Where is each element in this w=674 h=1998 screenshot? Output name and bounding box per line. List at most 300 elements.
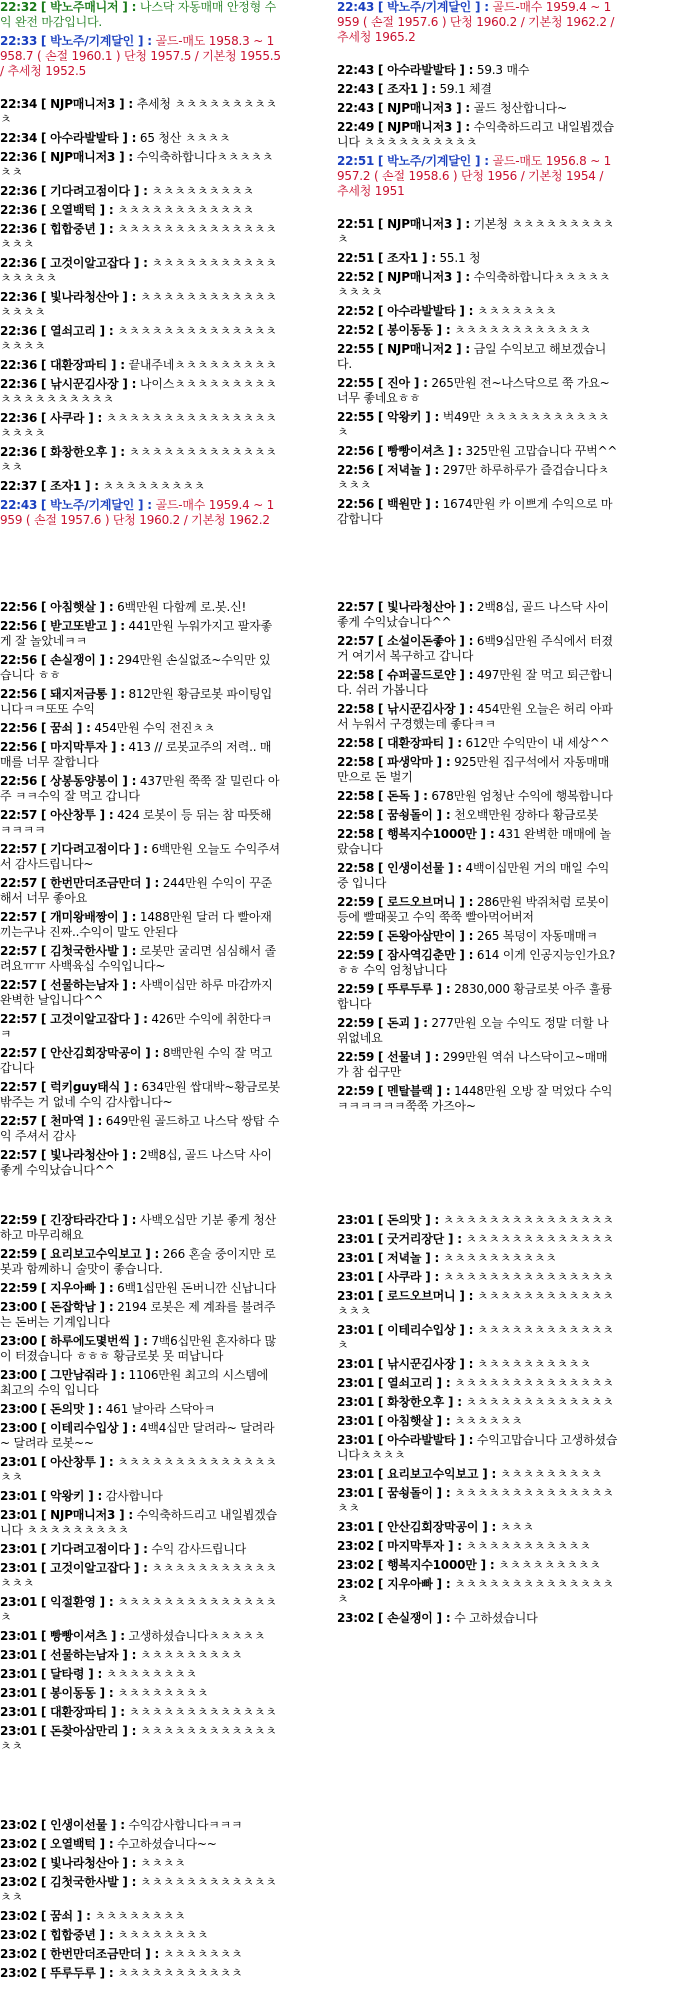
- message-text: ㅊㅊㅊㅊㅊㅊㅊㅊㅊㅊㅊㅊㅊㅊ: [0, 1724, 277, 1753]
- message-text: 1106만원 최고의 시스템에 최고의 수익 입니다: [0, 1368, 269, 1397]
- message-author: [ 고것이알고잡다 ] :: [40, 256, 148, 270]
- message-time: 23:01: [0, 1561, 38, 1575]
- message-text: ㅊㅊㅊㅊㅊㅊㅊㅊㅊㅊㅊㅊㅊ: [128, 1705, 277, 1719]
- message-author: [ 굿거리장단 ] :: [377, 1232, 462, 1246]
- chat-message: [0, 1455, 281, 1485]
- message-text: 286만원 박쥐처럼 로봇이 등에 빨때꽂고 수익 쭉쭉 빨아먹어버저: [337, 895, 609, 924]
- message-text: ㅊㅊㅊ: [499, 1520, 534, 1534]
- message-time: 23:02: [0, 1928, 38, 1942]
- chat-message: [337, 755, 618, 785]
- message-text: ㅊㅊㅊㅊㅊㅊㅊㅊㅊ: [151, 184, 254, 198]
- chat-message: [0, 1148, 281, 1178]
- chat-message: [337, 1539, 618, 1554]
- message-text: 265 복덩이 자동매매ㅋ: [476, 929, 598, 943]
- message-author: [ 빛나라청산아 ] :: [377, 600, 474, 614]
- message-text: ㅊㅊㅊㅊ: [139, 1856, 186, 1870]
- message-time: 22:57: [337, 634, 375, 648]
- message-text: 수익 감사드립니다: [151, 1542, 247, 1556]
- chat-message: [0, 97, 281, 127]
- message-author: [ 럭키guy태식 ] :: [40, 1080, 138, 1094]
- message-author: [ NJP매니저3 ] :: [377, 101, 470, 115]
- message-time: 22:43: [0, 498, 38, 512]
- message-author: [ 돈의맛 ] :: [377, 1213, 440, 1227]
- chat-message: [0, 1629, 281, 1644]
- message-text: 7백6십만원 혼자하다 많이 터졌습니다 ㅎㅎㅎ 황금로봇 못 떠납니다: [0, 1334, 276, 1363]
- message-time: 22:36: [0, 324, 38, 338]
- chat-message: [0, 653, 281, 683]
- message-time: 22:57: [0, 1012, 38, 1026]
- chat-message: [0, 1114, 281, 1144]
- message-text: 8백만원 수익 잘 먹고 갑니다: [0, 1046, 273, 1075]
- message-time: 23:02: [0, 1875, 38, 1889]
- chat-message: [0, 944, 281, 974]
- message-author: [ 빛나라청산아 ] :: [40, 1856, 137, 1870]
- message-author: [ 돈의맛 ] :: [40, 1402, 103, 1416]
- message-text: 6백만원 다함께 로.봇.신!: [117, 600, 247, 614]
- message-text: ㅊㅊㅊㅊㅊㅊㅊㅊㅊㅊㅊㅊㅊㅊㅊㅊ: [0, 256, 277, 285]
- message-author: [ 돈괴 ] :: [377, 1016, 428, 1030]
- message-text: ㅊㅊㅊㅊㅊㅊㅊㅊㅊㅊㅊㅊㅊ: [337, 1323, 614, 1352]
- message-time: 23:00: [0, 1421, 38, 1435]
- chat-message: [337, 948, 618, 978]
- chat-message: [0, 842, 281, 872]
- message-time: 23:01: [337, 1323, 375, 1337]
- chat-message: [337, 342, 618, 372]
- message-time: 23:02: [337, 1539, 375, 1553]
- chat-message: [0, 1046, 281, 1076]
- message-time: 22:57: [0, 1046, 38, 1060]
- message-text: ㅊㅊㅊㅊㅊㅊㅊㅊㅊㅊㅊ: [465, 1539, 591, 1553]
- message-text: 441만원 누워가지고 팔자좋게 잘 놀았네ㅋㅋ: [0, 619, 272, 648]
- message-author: [ 박노주/기계달인 ] :: [40, 34, 152, 48]
- chat-message: [337, 634, 618, 664]
- message-author: [ 잠사역김춘만 ] :: [377, 948, 474, 962]
- message-author: [ 마지막투자 ] :: [40, 740, 125, 754]
- message-author: [ 봉이동동 ] :: [40, 1686, 114, 1700]
- message-text: ㅊㅊㅊㅊㅊㅊㅊㅊ: [94, 1909, 186, 1923]
- message-time: 22:34: [0, 97, 38, 111]
- message-text: 4백이십만원 거의 매일 수익 중 입니다: [337, 861, 610, 890]
- message-author: [ 낚시꾼김사장 ] :: [377, 1357, 474, 1371]
- chat-message: [337, 1414, 618, 1429]
- chat-message: [337, 1376, 618, 1391]
- message-time: 22:59: [337, 895, 375, 909]
- message-author: [ 마지막투자 ] :: [377, 1539, 462, 1553]
- chat-message: [0, 1300, 281, 1330]
- message-author: [ 아산창투 ] :: [40, 808, 114, 822]
- message-time: 23:01: [337, 1520, 375, 1534]
- message-author: [ 사쿠라 ] :: [40, 411, 103, 425]
- message-text: 기본청 ㅊㅊㅊㅊㅊㅊㅊㅊㅊㅊ: [337, 217, 614, 246]
- chat-message: [0, 184, 281, 199]
- message-author: [ 힙합중년 ] :: [40, 1928, 114, 1942]
- chat-message: [0, 808, 281, 838]
- message-author: [ 빵빵이셔츠 ] :: [377, 444, 462, 458]
- message-text: 수 고하셨습니다: [454, 1611, 538, 1625]
- chat-message: [0, 1928, 281, 1943]
- message-time: 22:51: [337, 154, 375, 168]
- chat-message: [337, 1558, 618, 1573]
- message-author: [ 요리보고수익보고 ] :: [40, 1247, 160, 1261]
- chat-message: [337, 736, 618, 751]
- message-time: 23:01: [337, 1414, 375, 1428]
- chat-panel-4: [337, 600, 618, 1135]
- message-author: [ 파생악마 ] :: [377, 755, 451, 769]
- message-text: ㅊㅊㅊㅊㅊㅊㅊㅊㅊㅊㅊㅊㅊㅊㅊㅊㅊㅊㅊ: [0, 411, 277, 440]
- message-time: 22:56: [0, 740, 38, 754]
- message-text: ㅊㅊㅊㅊㅊㅊㅊㅊㅊㅊㅊㅊㅊㅊㅊ: [442, 1270, 614, 1284]
- message-text: ㅊㅊㅊㅊㅊㅊ: [454, 1414, 523, 1428]
- message-time: 22:59: [337, 1016, 375, 1030]
- chat-message: [337, 1486, 618, 1516]
- message-author: [ 오열백턱 ] :: [40, 203, 114, 217]
- message-text: 497만원 잘 먹고 퇴근합니다. 쉬러 가봅니다: [337, 668, 613, 697]
- message-author: [ 뚜루두루 ] :: [40, 1966, 114, 1980]
- message-text: 사백이십만 하루 마감까지 완벽한 날입니다^^: [0, 978, 273, 1007]
- message-text: 2194 로봇은 제 계좌를 불려주는 돈버는 기계입니다: [0, 1300, 276, 1329]
- message-author: [ 화창한오후 ] :: [377, 1395, 462, 1409]
- message-text: 413 // 로봇교주의 저력.. 매매를 너무 잘합니다: [0, 740, 272, 769]
- message-text: 325만원 고맙습니다 꾸벅^^: [465, 444, 618, 458]
- message-text: 437만원 쭉쭉 잘 밀린다 아주 ㅋㅋ수익 잘 먹고 갑니다: [0, 774, 280, 803]
- message-author: [ NJP매니저3 ] :: [377, 270, 470, 284]
- message-text: ㅊㅊㅊㅊㅊㅊㅊㅊㅊㅊㅊㅊㅊ: [465, 1232, 614, 1246]
- message-author: [ 안산김회장막공이 ] :: [40, 1046, 160, 1060]
- chat-message: [337, 1467, 618, 1482]
- chat-message: [0, 479, 281, 494]
- chat-message: [0, 1667, 281, 1682]
- message-text: 59.3 매수: [476, 63, 530, 77]
- message-author: [ 선물하는남자 ] :: [40, 1648, 137, 1662]
- message-author: [ 지우아빠 ] :: [377, 1577, 451, 1591]
- chat-message: [337, 1520, 618, 1535]
- message-author: [ NJP매니저3 ] :: [40, 1508, 133, 1522]
- message-time: 23:00: [0, 1300, 38, 1314]
- message-time: 22:37: [0, 479, 38, 493]
- message-time: 23:00: [0, 1402, 38, 1416]
- message-text: 65 청산 ㅊㅊㅊㅊ: [139, 131, 231, 145]
- message-author: [ 기다려고점이다 ] :: [40, 184, 148, 198]
- chat-message: [0, 1856, 281, 1871]
- chat-message: [337, 1611, 618, 1626]
- message-time: 22:36: [0, 184, 38, 198]
- message-author: [ 김첫국한사발 ] :: [40, 1875, 137, 1889]
- chat-message: [337, 702, 618, 732]
- message-time: 22:58: [337, 736, 375, 750]
- message-text: 로봇만 굴리면 심심해서 졸려요ㅠㅠ 사백육십 수익입니다~: [0, 944, 277, 973]
- message-time: 22:36: [0, 222, 38, 236]
- chat-message: [337, 789, 618, 804]
- chat-panel-6: [337, 1213, 618, 1748]
- message-time: 22:56: [337, 444, 375, 458]
- chat-message: [337, 827, 618, 857]
- chat-message: [0, 1489, 281, 1504]
- chat-message: [0, 740, 281, 770]
- chat-message: [337, 929, 618, 944]
- message-time: 23:01: [0, 1595, 38, 1609]
- chat-message: [337, 1433, 618, 1463]
- message-time: 22:36: [0, 358, 38, 372]
- message-text: 59.1 체결: [439, 82, 492, 96]
- message-text: ㅊㅊㅊㅊㅊㅊㅊㅊㅊㅊㅊㅊ: [454, 323, 591, 337]
- message-author: [ 아침햇살 ] :: [40, 600, 114, 614]
- message-author: [ 고것이알고잡다 ] :: [40, 1012, 148, 1026]
- chat-message: [337, 101, 618, 116]
- message-text: 나이스ㅊㅊㅊㅊㅊㅊㅊㅊㅊㅊㅊㅊㅊㅊㅊㅊㅊㅊㅊ: [0, 377, 277, 406]
- message-time: 22:58: [337, 702, 375, 716]
- message-text: ㅊㅊㅊㅊㅊㅊㅊㅊㅊㅊㅊㅊㅊㅊㅊ: [337, 1289, 614, 1318]
- message-time: 23:01: [0, 1705, 38, 1719]
- message-text: 수익고맙습니다 고생하셨습니다ㅊㅊㅊㅊ: [337, 1433, 618, 1462]
- chat-message: [337, 1213, 618, 1228]
- message-time: 22:56: [0, 721, 38, 735]
- message-author: [ 꿈쇵돌이 ] :: [377, 808, 451, 822]
- message-text: ㅊㅊㅊㅊㅊㅊㅊㅊㅊ: [139, 1648, 243, 1662]
- message-author: [ 화창한오후 ] :: [40, 445, 125, 459]
- message-time: 22:43: [337, 82, 375, 96]
- chat-message: [337, 251, 618, 266]
- message-author: [ 익절환영 ] :: [40, 1595, 114, 1609]
- message-author: [ 받고또받고 ] :: [40, 619, 125, 633]
- message-author: [ 그만남줘라 ] :: [40, 1368, 125, 1382]
- message-text: ㅊㅊㅊㅊㅊㅊㅊㅊㅊㅊㅊㅊㅊㅊ: [0, 1561, 277, 1590]
- message-author: [ 요리보고수익보고 ] :: [377, 1467, 497, 1481]
- chat-message: [337, 1323, 618, 1353]
- message-text: 나스닥 자동매매 안정형 수익 완전 마감입니다.: [0, 0, 277, 29]
- message-time: 22:59: [337, 929, 375, 943]
- message-time: 23:01: [337, 1270, 375, 1284]
- message-time: 22:59: [337, 948, 375, 962]
- message-author: [ 열쇠고리 ] :: [377, 1376, 451, 1390]
- message-text: 추세청 ㅊㅊㅊㅊㅊㅊㅊㅊㅊㅊ: [0, 97, 277, 126]
- message-author: [ 손실쟁이 ] :: [377, 1611, 451, 1625]
- chat-message: [337, 270, 618, 300]
- message-time: 23:02: [337, 1558, 375, 1572]
- chat-message: [0, 358, 281, 373]
- message-author: [ 조자1 ] :: [40, 479, 99, 493]
- message-author: [ 멘탈블랙 ] :: [377, 1084, 451, 1098]
- message-text: 297만 하루하루가 즐겁습니다ㅊㅊㅊㅊ: [337, 463, 609, 492]
- message-time: 22:52: [337, 323, 375, 337]
- chat-message: [337, 1016, 618, 1046]
- message-time: 23:02: [0, 1947, 38, 1961]
- message-text: ㅊㅊㅊㅊㅊㅊㅊㅊㅊㅊㅊㅊㅊㅊㅊ: [0, 1595, 277, 1624]
- message-text: 벅49만 ㅊㅊㅊㅊㅊㅊㅊㅊㅊㅊㅊㅊ: [337, 410, 610, 439]
- message-text: ㅊㅊㅊㅊㅊㅊㅊㅊㅊ: [102, 479, 206, 493]
- message-author: [ 선물녀 ] :: [377, 1050, 440, 1064]
- message-text: 612만 수익만이 내 세상^^: [465, 736, 610, 750]
- message-author: [ 로드오브머니 ] :: [377, 1289, 474, 1303]
- chat-message: [337, 376, 618, 406]
- message-time: 23:02: [0, 1966, 38, 1980]
- message-author: [ NJP매니저3 ] :: [377, 217, 470, 231]
- message-author: [ 대환장파티 ] :: [40, 358, 125, 372]
- message-text: 천오백만원 장하다 황금로봇: [454, 808, 599, 822]
- message-text: 55.1 청: [439, 251, 481, 265]
- message-author: [ 돼지저금통 ] :: [40, 687, 125, 701]
- chat-message: [0, 1705, 281, 1720]
- message-text: 277만원 오늘 수익도 정말 더할 나위없네요: [337, 1016, 609, 1045]
- message-text: 925만원 집구석에서 자동매매만으로 돈 벌기: [337, 755, 609, 784]
- chat-panel-1: [0, 0, 281, 528]
- chat-message: [337, 1289, 618, 1319]
- message-time: 23:01: [0, 1455, 38, 1469]
- message-author: [ 슈퍼골드로얀 ] :: [377, 668, 474, 682]
- message-time: 23:02: [0, 1837, 38, 1851]
- chat-message: [0, 150, 281, 180]
- message-author: [ 기다려고점이다 ] :: [40, 1542, 148, 1556]
- chat-message: [0, 1875, 281, 1905]
- message-time: 22:59: [0, 1247, 38, 1261]
- message-author: [ 사쿠라 ] :: [377, 1270, 440, 1284]
- message-author: [ 힙합중년 ] :: [40, 222, 114, 236]
- chat-message: [337, 203, 618, 217]
- message-time: 22:57: [0, 1114, 38, 1128]
- chat-message: [337, 497, 618, 527]
- message-text: ㅊㅊㅊㅊㅊㅊㅊㅊㅊㅊㅊㅊㅊㅊㅊㅊ: [0, 1455, 277, 1484]
- message-time: 22:56: [0, 619, 38, 633]
- chat-message: [0, 1542, 281, 1557]
- message-time: 22:52: [337, 270, 375, 284]
- message-author: [ 악왕키 ] :: [40, 1489, 103, 1503]
- message-time: 23:01: [337, 1467, 375, 1481]
- message-time: 23:01: [0, 1629, 38, 1643]
- message-text: ㅊㅊㅊㅊㅊㅊㅊㅊㅊㅊㅊㅊㅊㅊㅊ: [0, 445, 277, 474]
- chat-message: [337, 1395, 618, 1410]
- message-text: ㅊㅊㅊㅊㅊㅊㅊㅊㅊㅊㅊㅊㅊㅊ: [0, 1875, 277, 1904]
- message-author: [ 오열백턱 ] :: [40, 1837, 114, 1851]
- chat-message: [337, 323, 618, 338]
- chat-message: [0, 619, 281, 649]
- message-time: 22:43: [337, 101, 375, 115]
- message-time: 22:36: [0, 203, 38, 217]
- message-time: 22:59: [337, 982, 375, 996]
- message-text: 6백9십만원 주식에서 터졌거 여기서 복구하고 갑니다: [337, 634, 613, 663]
- chat-message: [0, 1947, 281, 1962]
- message-text: 끝내주네ㅊㅊㅊㅊㅊㅊㅊㅊㅊ: [128, 358, 277, 372]
- message-author: [ 손실쟁이 ] :: [40, 653, 114, 667]
- message-text: 634만원 쌉대박~황금로봇 밖주는 거 없네 수익 감사합니다~: [0, 1080, 280, 1109]
- chat-message: [0, 1334, 281, 1364]
- chat-message: [337, 0, 618, 45]
- message-time: 23:01: [337, 1357, 375, 1371]
- chat-message: [0, 256, 281, 286]
- chat-message: [0, 1080, 281, 1110]
- message-time: 23:01: [337, 1376, 375, 1390]
- chat-message: [337, 1232, 618, 1247]
- message-author: [ 진아 ] :: [377, 376, 428, 390]
- message-time: 23:01: [0, 1686, 38, 1700]
- message-author: [ 고것이알고잡다 ] :: [40, 1561, 148, 1575]
- message-author: [ 아침햇살 ] :: [377, 1414, 451, 1428]
- message-author: [ 행복지수1000만 ] :: [377, 827, 495, 841]
- message-time: 22:51: [337, 251, 375, 265]
- message-text: 사백오십만 기분 좋게 청산하고 마무리해요: [0, 1213, 277, 1242]
- message-time: 22:57: [0, 1148, 38, 1162]
- message-text: 골드-매수 1959.4 ~ 1959 ( 손절 1957.6 ) 단청 1960.2 / 기본청 1962.2 / 추세청 1965.2: [337, 0, 615, 44]
- message-text: 수익축하합니다ㅊㅊㅊㅊㅊㅊㅊㅊㅊ: [337, 270, 611, 299]
- message-text: 461 날아라 스닥아ㅋ: [105, 1402, 216, 1416]
- message-author: [ 아수라발발타 ] :: [377, 1433, 474, 1447]
- message-time: 22:49: [337, 120, 375, 134]
- message-time: 23:01: [0, 1724, 38, 1738]
- chat-message: [337, 1270, 618, 1285]
- message-text: 299만원 역쉬 나스닥이고~매매가 참 쉽구만: [337, 1050, 608, 1079]
- message-author: [ 돈독 ] :: [377, 789, 428, 803]
- message-author: [ 이테리수입상 ] :: [377, 1323, 474, 1337]
- message-author: [ 김첫국한사발 ] :: [40, 944, 137, 958]
- message-time: 22:36: [0, 377, 38, 391]
- message-time: 22:33: [0, 34, 38, 48]
- chat-message: [337, 1084, 618, 1114]
- message-text: 감사합니다: [105, 1489, 163, 1503]
- message-text: ㅊㅊㅊㅊㅊㅊㅊㅊㅊㅊㅊ: [117, 1966, 243, 1980]
- message-time: 22:58: [337, 668, 375, 682]
- chat-message: [337, 861, 618, 891]
- message-author: [ 박노주/기계달인 ] :: [40, 498, 152, 512]
- message-text: ㅊㅊㅊㅊㅊㅊㅊㅊ: [105, 1667, 197, 1681]
- message-author: [ 백원만 ] :: [377, 497, 440, 511]
- message-text: 6백1십만원 돈버니깐 신납니다: [117, 1281, 276, 1295]
- message-author: [ 빵빵이셔츠 ] :: [40, 1629, 125, 1643]
- message-time: 22:43: [337, 0, 375, 14]
- message-text: ㅊㅊㅊㅊㅊㅊㅊㅊㅊㅊㅊㅊㅊㅊㅊㅊ: [337, 1486, 614, 1515]
- message-time: 22:34: [0, 131, 38, 145]
- message-author: [ 한번만더조금만더 ] :: [40, 1947, 160, 1961]
- chat-message: [0, 1686, 281, 1701]
- message-time: 22:55: [337, 342, 375, 356]
- message-text: 1674만원 카 이쁘게 수익으로 마감합니다: [337, 497, 613, 526]
- message-time: 22:57: [337, 600, 375, 614]
- message-text: 수익축하드리고 내일뵙겠습니다 ㅊㅊㅊㅊㅊㅊㅊㅊㅊㅊ: [337, 120, 614, 149]
- message-text: ㅊㅊㅊㅊㅊㅊㅊㅊㅊㅊㅊㅊㅊㅊㅊ: [337, 1577, 614, 1606]
- message-time: 22:56: [0, 600, 38, 614]
- message-text: ㅊㅊㅊㅊㅊㅊㅊ: [476, 304, 557, 318]
- message-time: 23:01: [0, 1667, 38, 1681]
- message-text: 골드-매수 1959.4 ~ 1959 ( 손절 1957.6 ) 단청 1960.2 / 기본청 1962.2: [0, 498, 275, 527]
- message-time: 22:57: [0, 842, 38, 856]
- chat-message: [0, 1368, 281, 1398]
- chat-message: [337, 982, 618, 1012]
- message-time: 23:01: [337, 1433, 375, 1447]
- chat-message: [337, 63, 618, 78]
- message-time: 23:01: [337, 1395, 375, 1409]
- chat-message: [0, 445, 281, 475]
- message-text: 수익축하합니다ㅊㅊㅊㅊㅊㅊㅊ: [0, 150, 274, 179]
- message-text: 금일 수익보고 해보겠습니다.: [337, 342, 607, 371]
- message-time: 22:55: [337, 376, 375, 390]
- message-text: ㅊㅊㅊㅊㅊㅊㅊㅊㅊㅊㅊㅊㅊㅊ: [454, 1376, 614, 1390]
- message-author: [ 대환장파티 ] :: [40, 1705, 125, 1719]
- message-text: 649만원 골드하고 나스닥 쌍탑 수익 주셔서 감사: [0, 1114, 280, 1143]
- message-time: 22:57: [0, 978, 38, 992]
- message-text: ㅊㅊㅊㅊㅊㅊㅊㅊㅊㅊ: [442, 1251, 557, 1265]
- chat-message: [337, 1357, 618, 1372]
- message-text: ㅊㅊㅊㅊㅊㅊㅊㅊㅊㅊㅊㅊㅊ: [465, 1395, 614, 1409]
- chat-panel-2: [337, 0, 618, 528]
- message-time: 22:36: [0, 150, 38, 164]
- chat-message: [0, 131, 281, 146]
- message-time: 22:57: [0, 910, 38, 924]
- message-author: [ 인생이선물 ] :: [377, 861, 462, 875]
- chat-message: [0, 978, 281, 1008]
- chat-message: [0, 1595, 281, 1625]
- chat-message: [337, 410, 618, 440]
- chat-message: [0, 1648, 281, 1663]
- message-time: 22:56: [0, 687, 38, 701]
- message-text: 812만원 황금로봇 파이팅입니다ㅋㅋ또또 수익: [0, 687, 272, 716]
- message-time: 22:56: [337, 463, 375, 477]
